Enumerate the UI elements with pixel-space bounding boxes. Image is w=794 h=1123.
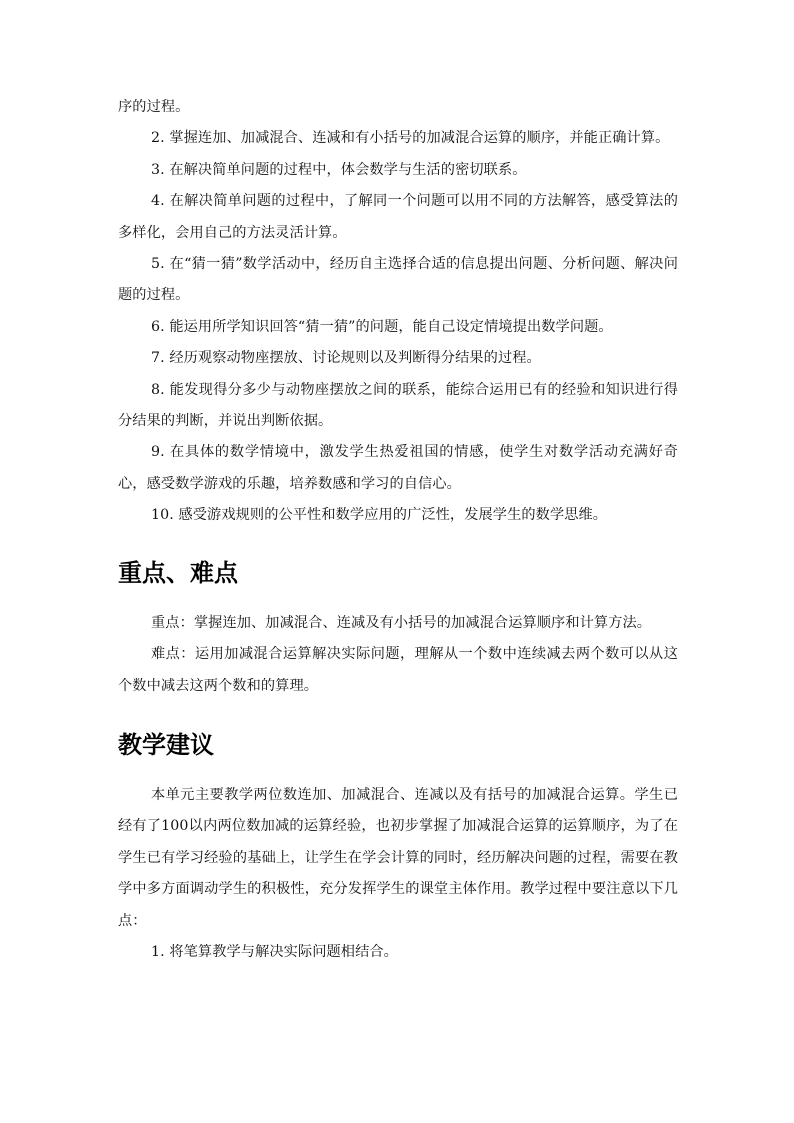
objective-item-7: 7. 经历观察动物座摆放、讨论规则以及判断得分结果的过程。 [151,350,541,367]
document-content [118,92,678,968]
key-point-difficulty: 难点：运用加减混合运算解决实际问题，理解从一个数中连续减去两个数可以从这个数中减去这两个数和的算理。 [118,646,678,694]
objective-item-3: 3. 在解决简单问题的过程中，体会数学与生活的密切联系。 [151,161,527,178]
objective-item-10: 10. 感受游戏规则的公平性和数学应用的广泛性，发展学生的数学思维。 [151,507,608,524]
objective-item-9: 9. 在具体的数学情境中，激发学生热爱祖国的情感，使学生对数学活动充满好奇心，感受数学游戏的乐趣，培养数感和学习的自信心。 [118,444,678,492]
suggestions-heading: 教学建议 [118,730,214,759]
objective-continued: 序的过程。 [118,99,190,115]
objective-item-8: 8. 能发现得分多少与动物座摆放之间的联系，能综合运用已有的经验和知识进行得分结果的判断，并说出判断依据。 [118,381,678,430]
objective-item-4: 4. 在解决简单问题的过程中，了解同一个问题可以用不同的方法解答，感受算法的多样化，会用自己的方法灵活计算。 [118,193,678,241]
key-points-heading: 重点、难点 [118,558,238,587]
objective-item-5: 5. 在“猜一猜”数学活动中，经历自主选择合适的信息提出问题、分析问题、解决问题的过程。 [118,256,678,304]
suggestions-intro: 本单元主要教学两位数连加、加减混合、连减以及有括号的加减混合运算。学生已经有了100以内两位数加减的运算经验，也初步掌握了加减混合运算的运算顺序，为了在学生已有学习经验的基础上，让学生在学会计算的同时，经历解决问题的过程，需要在教学中多方面调动学生的积极性，充分发挥学生的课堂主体作用。教学过程中要注意以下几点： [118,786,678,929]
objective-item-6: 6. 能运用所学知识回答“猜一猜”的问题，能自己设定情境提出数学问题。 [151,318,613,335]
key-point-focus: 重点：掌握连加、加减混合、连减及有小括号的加减混合运算顺序和计算方法。 [151,614,652,631]
objective-item-2: 2. 掌握连加、加减混合、连减和有小括号的加减混合运算的顺序，并能正确计算。 [151,130,670,147]
suggestion-item-1: 1. 将笔算教学与解决实际问题相结合。 [151,943,398,960]
